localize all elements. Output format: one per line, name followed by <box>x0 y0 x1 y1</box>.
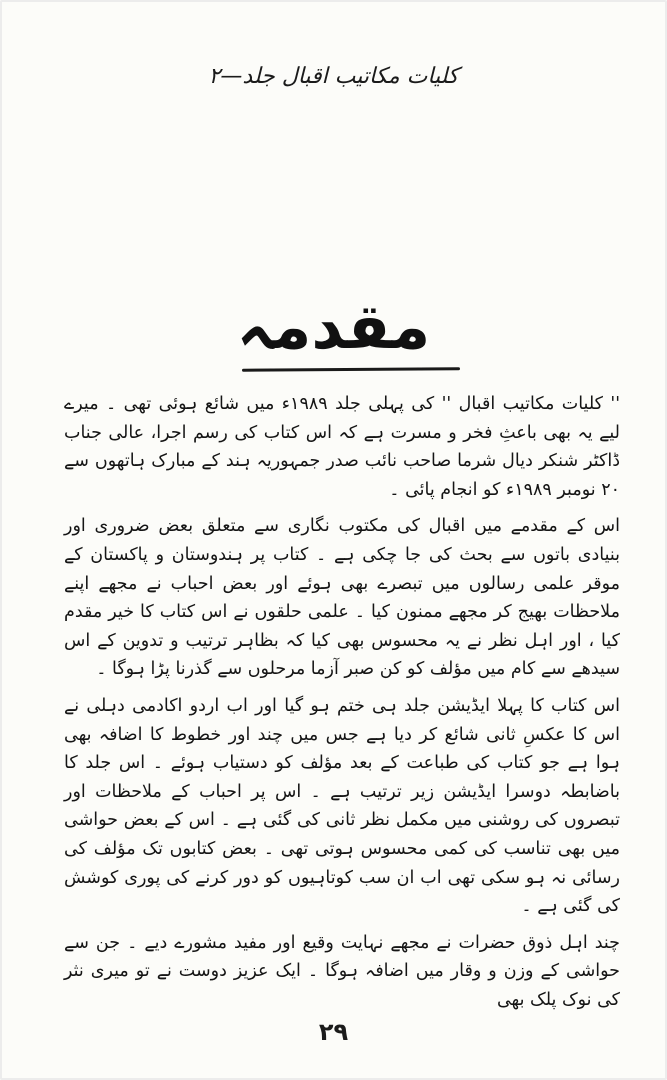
paragraph-2: اس کے مقدمے میں اقبال کی مکتوب نگاری سے متعلق بعض ضروری اور بنیادی باتوں سے بحث کی جا چکی ہے ۔ کتاب پر ہندوستان و پاکستان کے موقر علمی رسالوں میں تبصرے بھی ہوئے اور بعض احباب نے مجھے اپنے ملاحظات بھیج کر مجھے ممنون کیا ۔ علمی حلقوں نے اس کتاب کا خیر مقدم کیا ، اور اہل نظر نے یہ محسوس بھی کیا کہ بظاہر ترتیب و تدوین کے اس سیدھے سے کام میں مؤلف کو کن صبر آزما مرحلوں سے گذرنا پڑا ہوگا ۔ <box>64 516 620 680</box>
page-number: ۲۹ <box>318 1018 349 1046</box>
body-text <box>64 390 620 1022</box>
paragraph-4: چند اہل ذوق حضرات نے مجھے نہایت وقیع اور مفید مشورے دیے ۔ جن سے حواشی کے وزن و وقار میں اضافہ ہوگا ۔ ایک عزیز دوست نے تو میری نثر کی نوک پلک بھی <box>64 932 620 1010</box>
paragraph-3: اس کتاب کا پہلا ایڈیشن جلد ہی ختم ہو گیا اور اب اردو اکادمی دہلی نے اس کا عکسِ ثانی شائع کر دیا ہے جس میں چند اور خطوط کا اضافہ بھی ہوا ہے جو کتاب کی طباعت کے بعد مؤلف کو دستیاب ہوئے ۔ اس جلد کا باضابطہ دوسرا ایڈیشن زیر ترتیب ہے ۔ اس پر احباب کے ملاحظات اور تبصروں کی روشنی میں مکمل نظر ثانی کی گئی ہے ۔ اس کے بعض حواشی میں بھی تناسب کی کمی محسوس ہوتی تھی ۔ بعض کتابوں تک مؤلف کی رسائی نہ ہو سکی تھی اب ان سب کوتاہیوں کو دور کرنے کی پوری کوشش کی گئی ہے ۔ <box>64 695 620 917</box>
title-underline <box>242 367 460 372</box>
paragraph-1: '' کلیات مکاتیب اقبال '' کی پہلی جلد ۱۹۸۹ء میں شائع ہوئی تھی ۔ میرے لیے یہ بھی باعثِ فخر و مسرت ہے کہ اس کتاب کی رسم اجرا، عالی جناب ڈاکٹر شنکر دیال شرما صاحب نائب صدر جمہوریہ ہند کے مبارک ہاتھوں سے ۲۰ نومبر ۱۹۸۹ء کو انجام پائی ۔ <box>64 394 621 500</box>
running-header: کلیات مکاتیب اقبال جلد—۲ <box>208 64 459 89</box>
chapter-title: مقدمہ <box>236 290 431 363</box>
